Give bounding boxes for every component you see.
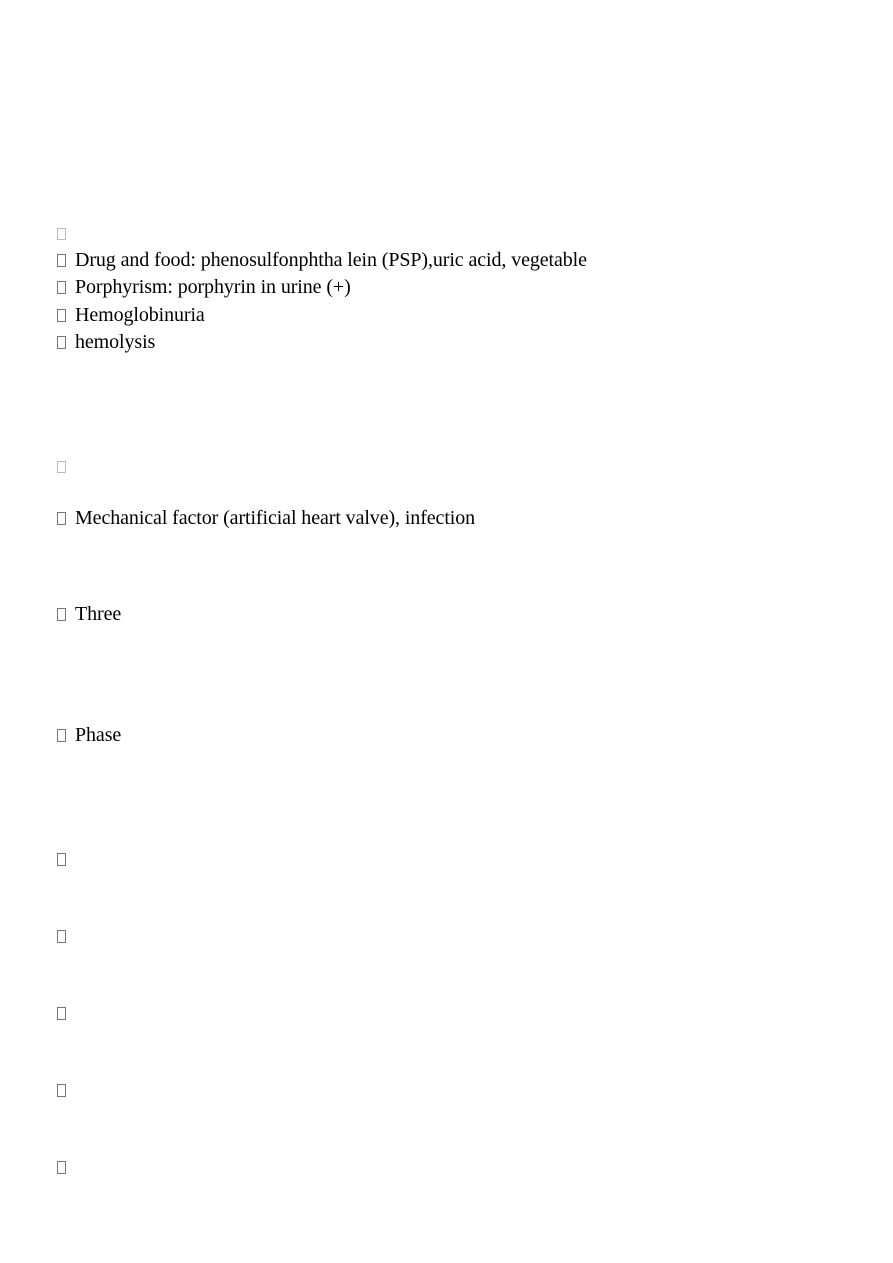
bullet-box-icon: [57, 608, 66, 621]
bullet-line-empty-2: [57, 455, 75, 479]
bullet-line-mechanical: [57, 506, 475, 530]
bullet-line-drug-food: [57, 248, 587, 272]
line-text: hemolysis: [75, 331, 156, 353]
bullet-box-icon: [57, 461, 66, 473]
bullet-box-icon: [57, 512, 66, 525]
bullet-box-icon: [57, 336, 66, 349]
line-text: Hemoglobinuria: [75, 304, 205, 326]
bullet-line-empty-7: [57, 1155, 75, 1179]
bullet-box-icon: [57, 1007, 66, 1020]
bullet-line-phase: [57, 723, 121, 747]
bullet-line-empty-1: [57, 222, 75, 246]
bullet-line-empty-3: [57, 847, 75, 871]
bullet-box-icon: [57, 1161, 66, 1174]
line-text: Mechanical factor (artificial heart valve), infection: [75, 507, 476, 529]
bullet-box-icon: [57, 254, 66, 267]
line-text: Drug and food: phenosulfonphtha lein (PSP),uric acid, vegetable: [75, 249, 587, 271]
bullet-line-three: [57, 602, 121, 626]
bullet-box-icon: [57, 1084, 66, 1097]
bullet-box-icon: [57, 930, 66, 943]
bullet-line-hemolysis: [57, 330, 155, 354]
bullet-box-icon: [57, 309, 66, 322]
bullet-box-icon: [57, 281, 66, 294]
line-text: Phase: [75, 724, 122, 746]
bullet-box-icon: [57, 729, 66, 742]
line-text: Three: [75, 603, 122, 625]
bullet-line-empty-5: [57, 1001, 75, 1025]
bullet-line-empty-4: [57, 924, 75, 948]
line-text: Porphyrism: porphyrin in urine (+): [75, 276, 351, 298]
bullet-line-hemoglobinuria: [57, 303, 205, 327]
bullet-box-icon: [57, 853, 66, 866]
bullet-line-porphyrism: [57, 275, 351, 299]
bullet-line-empty-6: [57, 1078, 75, 1102]
bullet-box-icon: [57, 228, 66, 240]
